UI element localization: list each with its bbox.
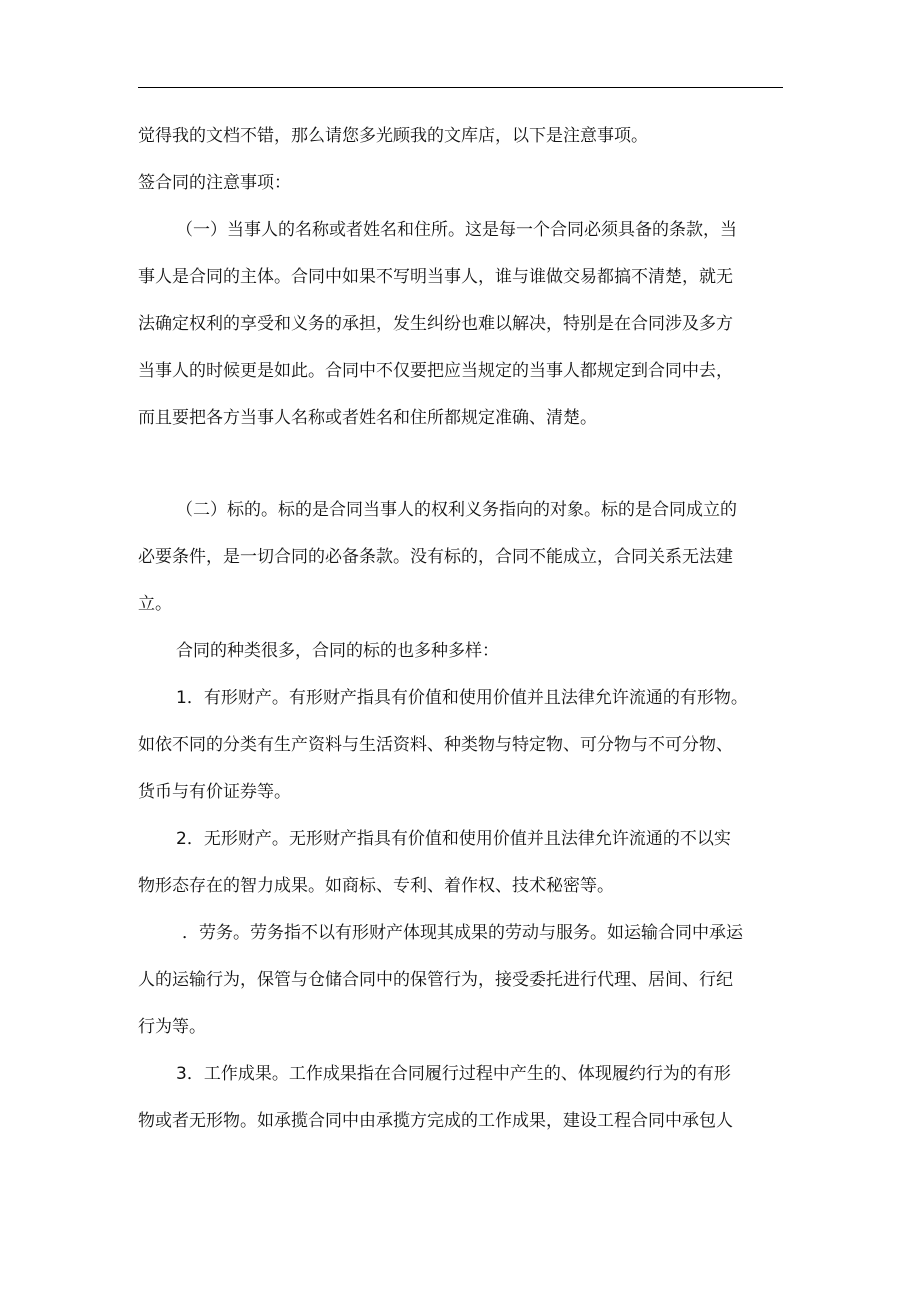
paragraph-line: （二）标的。标的是合同当事人的权利义务指向的对象。标的是合同成立的 [176, 500, 737, 520]
paragraph-line: 物或者无形物。如承揽合同中由承揽方完成的工作成果，建设工程合同中承包人 [138, 1111, 733, 1131]
paragraph-line: 人的运输行为，保管与仓储合同中的保管行为，接受委托进行代理、居间、行纪 [138, 970, 733, 990]
list-item-tangible-property [138, 675, 783, 816]
paragraph-line: 物形态存在的智力成果。如商标、专利、着作权、技术秘密等。 [138, 876, 614, 896]
document-body [138, 113, 783, 1145]
paragraph-line: 1．有形财产。有形财产指具有价值和使用价值并且法律允许流通的有形物。 [176, 688, 748, 708]
paragraph-line: 合同的种类很多，合同的标的也多种多样： [176, 641, 499, 661]
paragraph-parties [138, 207, 783, 442]
paragraph-line: 事人是合同的主体。合同中如果不写明当事人，谁与谁做交易都搞不清楚，就无 [138, 267, 733, 287]
paragraph-line: 而且要把各方当事人名称或者姓名和住所都规定准确、清楚。 [138, 408, 597, 428]
paragraph-line: 立。 [138, 594, 172, 614]
paragraph-line: ．劳务。劳务指不以有形财产体现其成果的劳动与服务。如运输合同中承运 [182, 923, 743, 943]
list-item-work-results [138, 1051, 783, 1145]
paragraph-contract-types [138, 628, 783, 675]
paragraph-line: 法确定权利的享受和义务的承担，发生纠纷也难以解决，特别是在合同涉及多方 [138, 314, 733, 334]
paragraph-line: 必要条件，是一切合同的必备条款。没有标的，合同不能成立，合同关系无法建 [138, 547, 733, 567]
paragraph-line: 3．工作成果。工作成果指在合同履行过程中产生的、体现履约行为的有形 [176, 1064, 731, 1084]
paragraph-line: 当事人的时候更是如此。合同中不仅要把应当规定的当事人都规定到合同中去， [138, 361, 733, 381]
list-item-intangible-property [138, 816, 783, 910]
paragraph-line: 货币与有价证券等。 [138, 782, 291, 802]
paragraph-line: 行为等。 [138, 1017, 206, 1037]
paragraph-line: 如依不同的分类有生产资料与生活资料、种类物与特定物、可分物与不可分物、 [138, 735, 733, 755]
paragraph-line: 2．无形财产。无形财产指具有价值和使用价值并且法律允许流通的不以实 [176, 829, 731, 849]
paragraph-line: （一）当事人的名称或者姓名和住所。这是每一个合同必须具备的条款，当 [176, 220, 737, 240]
intro-line: 觉得我的文档不错，那么请您多光顾我的文库店，以下是注意事项。 [138, 126, 648, 146]
header-rule [138, 87, 783, 88]
section-title: 签合同的注意事项： [138, 173, 291, 193]
paragraph-spacer [138, 442, 783, 487]
paragraph-subject-matter [138, 487, 783, 628]
list-item-labor-services [138, 910, 783, 1051]
